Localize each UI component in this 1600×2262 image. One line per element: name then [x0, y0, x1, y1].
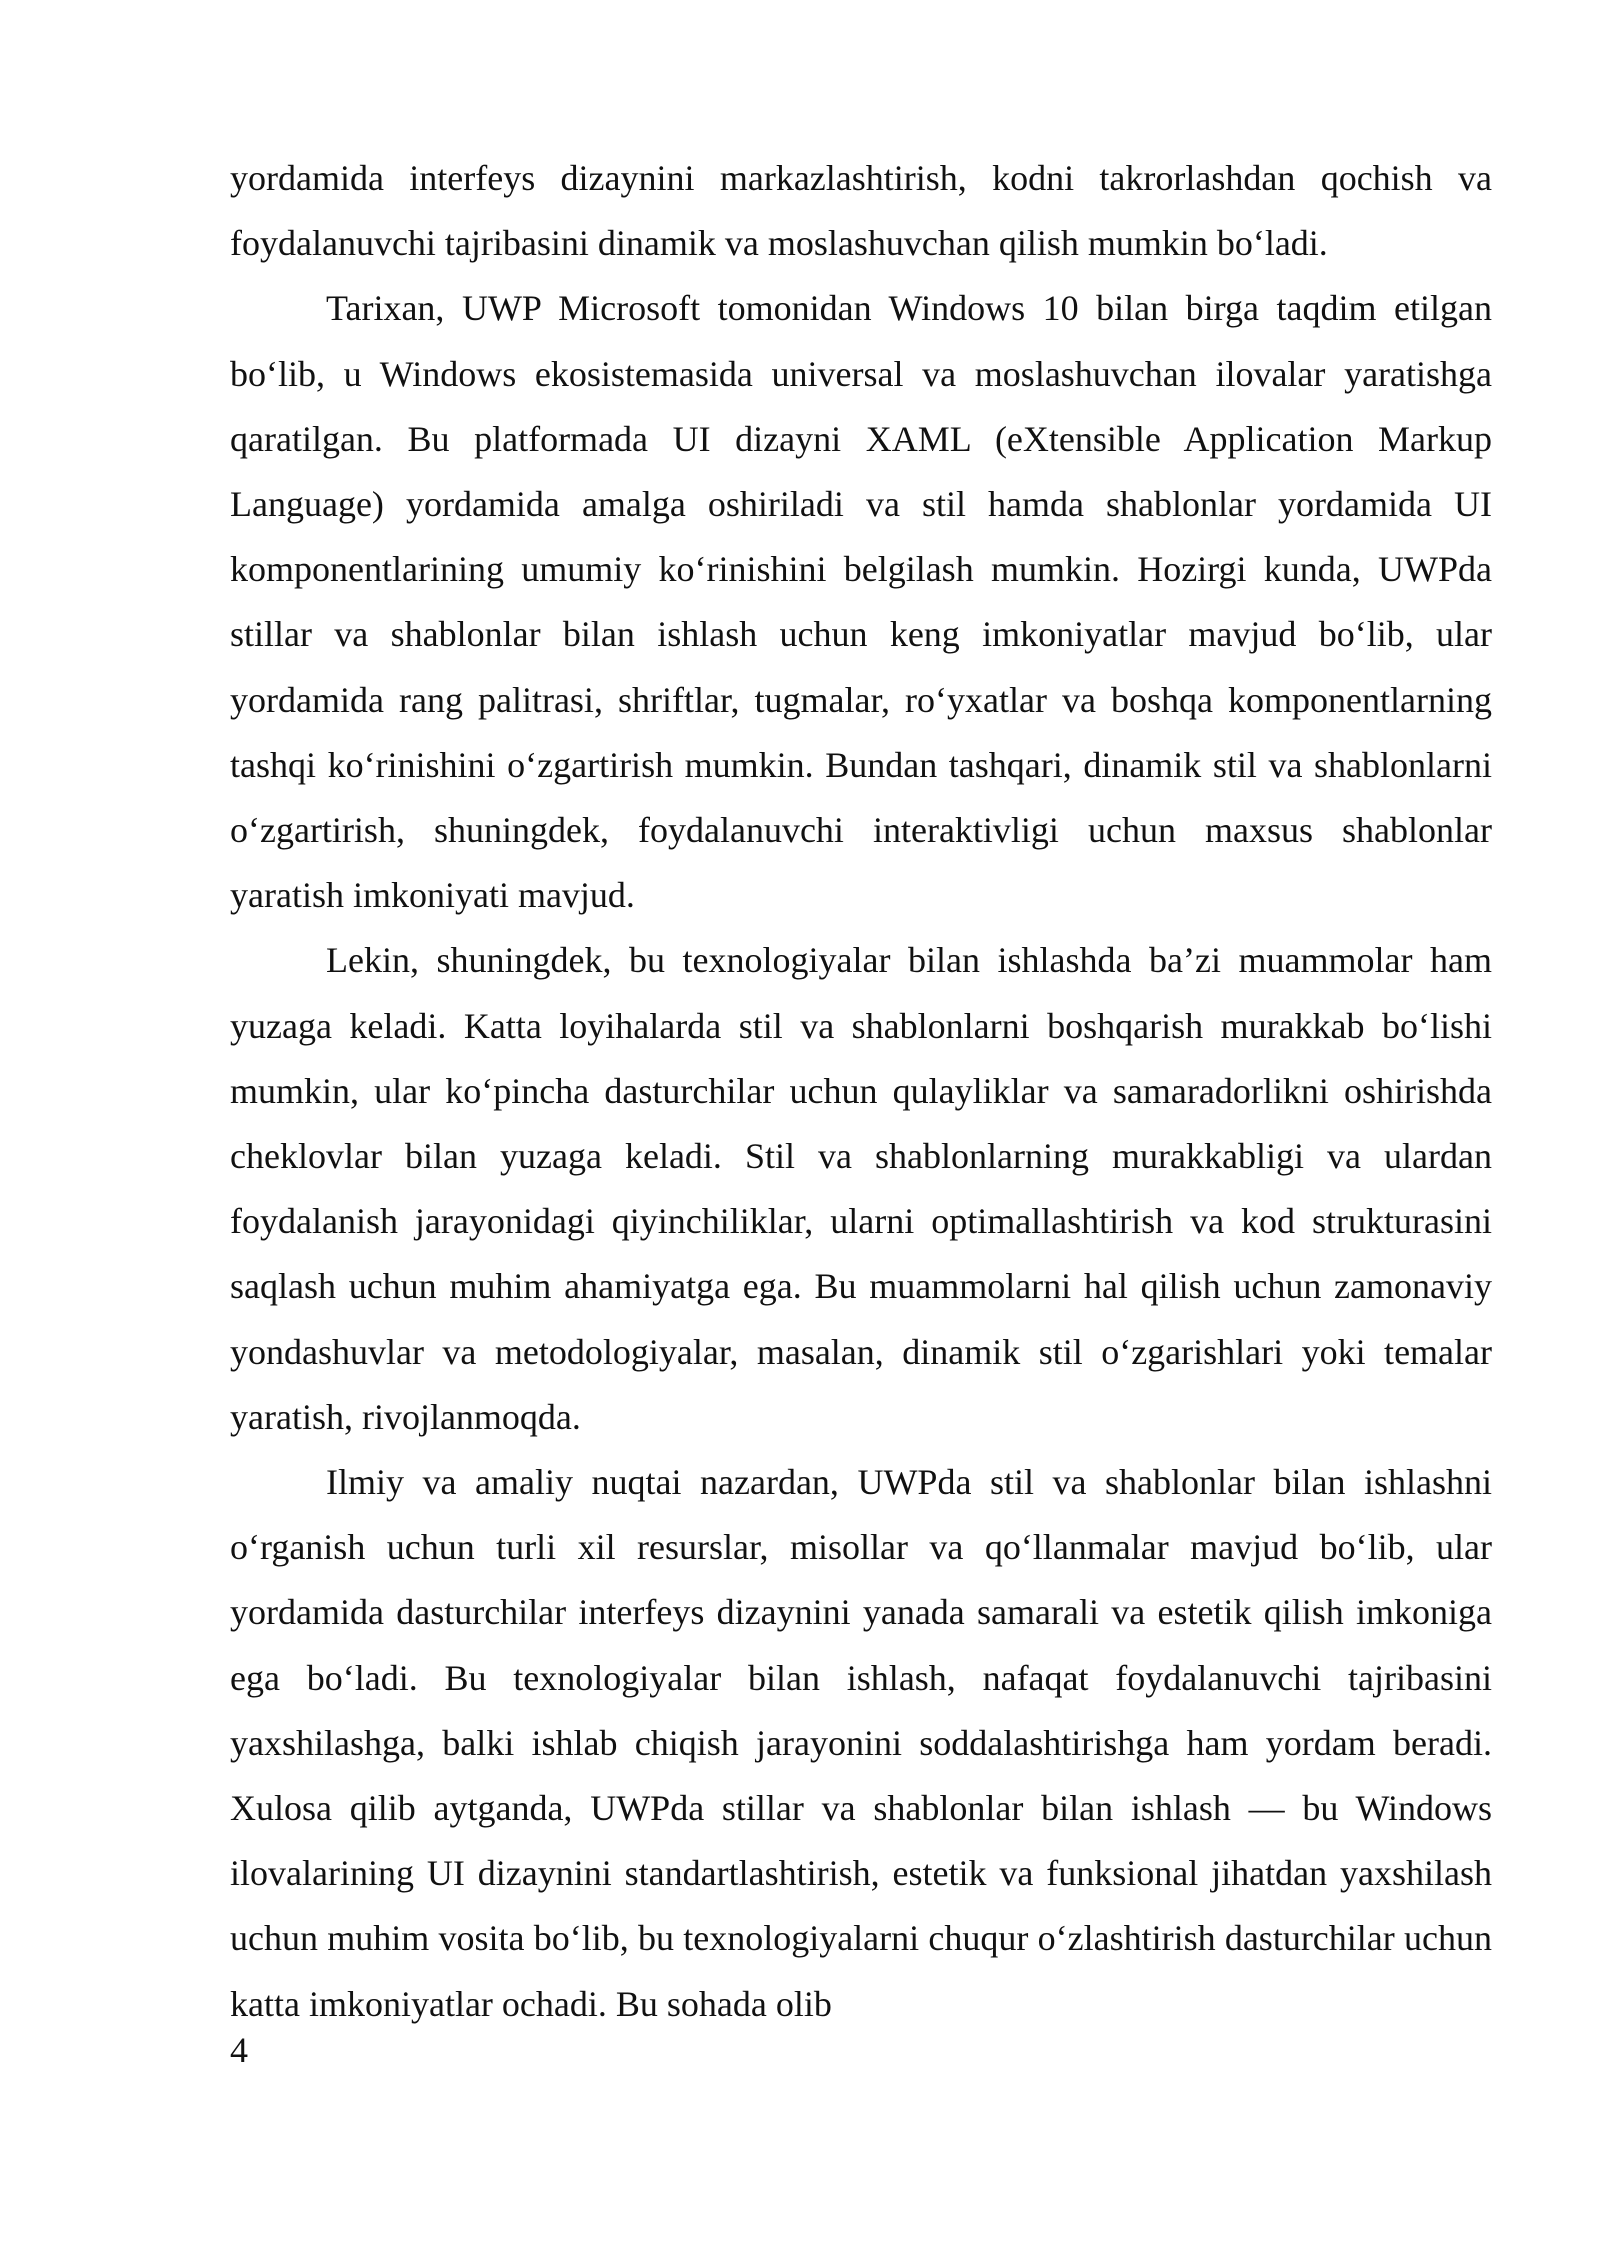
paragraph-uwp-history: Tarixan, UWP Microsoft tomonidan Windows 10 bilan birga taqdim etilgan bo‘lib, u Windows ekosistemasida universal va moslashuvchan ilovalar yaratishga qaratilgan. Bu platformada UI dizayni XAML (eXtensible Application Markup Language) yordamida amalga oshiriladi va stil hamda shablonlar yordamida UI komponentlarining umumiy ko‘rinishini belgilash mumkin. Hozirgi kunda, UWPda stillar va shablonlar bilan ishlash uchun keng imkoniyatlar mavjud bo‘lib, ular yordamida rang palitrasi, shriftlar, tugmalar, ro‘yxatlar va boshqa komponentlarning tashqi ko‘rinishini o‘zgartirish mumkin. Bundan tashqari, dinamik stil va shablonlarni o‘zgartirish, shuningdek, foydalanuvchi interaktivligi uchun maxsus shablonlar yaratish imkoniyati mavjud.: [230, 288, 1492, 916]
paragraph-problems: Lekin, shuningdek, bu texnologiyalar bilan ishlashda ba’zi muammolar ham yuzaga keladi. Katta loyihalarda stil va shablonlarni boshqarish murakkab bo‘lishi mumkin, ular ko‘pincha dasturchilar uchun qulayliklar va samaradorlikni oshirishda cheklovlar bilan yuzaga keladi. Stil va shablonlarning murakkabligi va ulardan foydalanish jarayonidagi qiyinchiliklar, ularni optimallashtirish va kod strukturasini saqlash uchun muhim ahamiyatga ega. Bu muammolarni hal qilish uchun zamonaviy yondashuvlar va metodologiyalar, masalan, dinamik stil o‘zgarishlari yoki temalar yaratish, rivojlanmoqda.: [230, 940, 1492, 1437]
body-text: [230, 146, 1492, 2037]
paragraph-conclusion: Ilmiy va amaliy nuqtai nazardan, UWPda stil va shablonlar bilan ishlashni o‘rganish uchun turli xil resurslar, misollar va qo‘llanmalar mavjud bo‘lib, ular yordamida dasturchilar interfeys dizaynini yanada samarali va estetik qilish imkoniga ega bo‘ladi. Bu texnologiyalar bilan ishlash, nafaqat foydalanuvchi tajribasini yaxshilashga, balki ishlab chiqish jarayonini soddalashtirishga ham yordam beradi. Xulosa qilib aytganda, UWPda stillar va shablonlar bilan ishlash — bu Windows ilovalarining UI dizaynini standartlashtirish, estetik va funksional jihatdan yaxshilash uchun muhim vosita bo‘lib, bu texnologiyalarni chuqur o‘zlashtirish dasturchilar uchun katta imkoniyatlar ochadi. Bu sohada olib: [230, 1462, 1492, 2024]
paragraph-continuation: yordamida interfeys dizaynini markazlashtirish, kodni takrorlashdan qochish va foydalanuvchi tajribasini dinamik va moslashuvchan qilish mumkin bo‘ladi.: [230, 158, 1492, 264]
page-number: 4: [230, 2030, 248, 2070]
